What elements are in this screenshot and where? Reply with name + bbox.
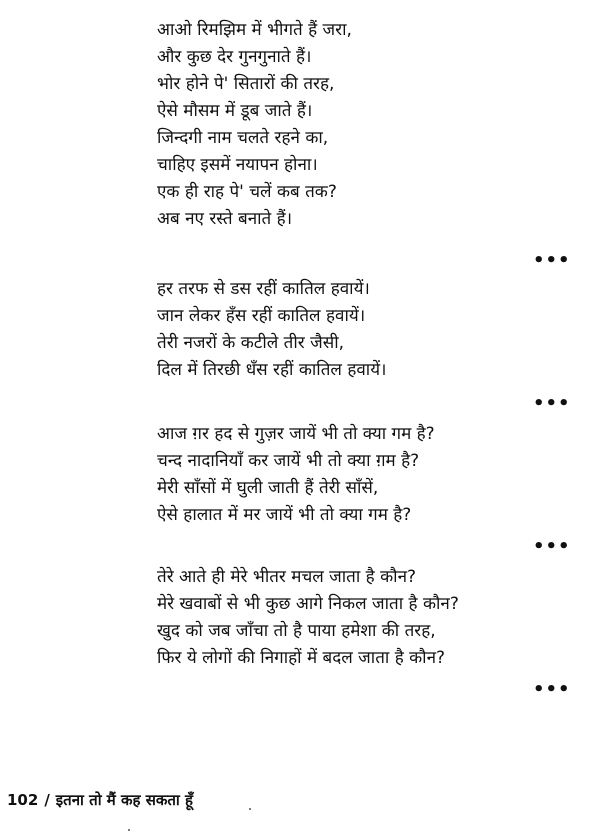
poem-line: भोर होने पे' सितारों की तरह, <box>157 74 335 94</box>
poem-line: एक ही राह पे' चलें कब तक? <box>157 182 337 202</box>
poem-line: मेरे खवाबों से भी कुछ आगे निकल जाता है कौन? <box>157 594 459 614</box>
poem-line: अब नए रस्ते बनाते हैं। <box>157 209 293 229</box>
scan-speck <box>128 829 130 831</box>
stanza-2 <box>157 276 577 384</box>
poem-line: चन्द नादानियाँ कर जायें भी तो क्या ग़म है? <box>157 451 420 471</box>
poem-line: ऐसे मौसम में डूब जाते हैं। <box>157 101 313 121</box>
stanza-1 <box>157 17 577 233</box>
poem-line: तेरे आते ही मेरे भीतर मचल जाता है कौन? <box>157 567 417 587</box>
book-title: इतना तो मैं कह सकता हूँ <box>55 791 193 809</box>
poem-line: आज ग़र हद से गुज़र जायें भी तो क्या गम है? <box>157 424 435 444</box>
poem-line: फिर ये लोगों की निगाहों में बदल जाता है कौन? <box>157 648 446 668</box>
stanza-end-mark: ••• <box>533 393 571 414</box>
poem-line: हर तरफ से डस रहीं कातिल हवायें। <box>157 279 370 299</box>
poem-line: चाहिए इसमें नयापन होना। <box>157 155 318 175</box>
poem-line: जान लेकर हँस रहीं कातिल हवायें। <box>157 306 366 326</box>
page-number: 102 <box>7 791 39 809</box>
scan-speck <box>249 808 251 810</box>
stanza-end-mark: ••• <box>533 250 571 271</box>
stanza-4 <box>157 564 577 672</box>
poem-line: और कुछ देर गुनगुनाते हैं। <box>157 47 312 67</box>
poem-line: ऐसे हालात में मर जायें भी तो क्या गम है? <box>157 505 412 525</box>
poem-line: खुद को जब जाँचा तो है पाया हमेशा की तरह, <box>157 621 436 641</box>
stanza-end-mark: ••• <box>533 536 571 557</box>
stanza-end-mark: ••• <box>533 679 571 700</box>
poem-line: दिल में तिरछी धँस रहीं कातिल हवायें। <box>157 360 387 380</box>
poem-line: मेरी साँसों में घुली जाती हैं तेरी साँसें, <box>157 478 379 498</box>
poem-line: जिन्दगी नाम चलते रहने का, <box>157 128 329 148</box>
poem-line: आओ रिमझिम में भीगते हैं जरा, <box>157 20 352 40</box>
page-footer <box>7 790 193 810</box>
poem-line: तेरी नजरों के कटीले तीर जैसी, <box>157 333 345 353</box>
footer-separator: / <box>44 791 50 809</box>
stanza-3 <box>157 421 577 529</box>
